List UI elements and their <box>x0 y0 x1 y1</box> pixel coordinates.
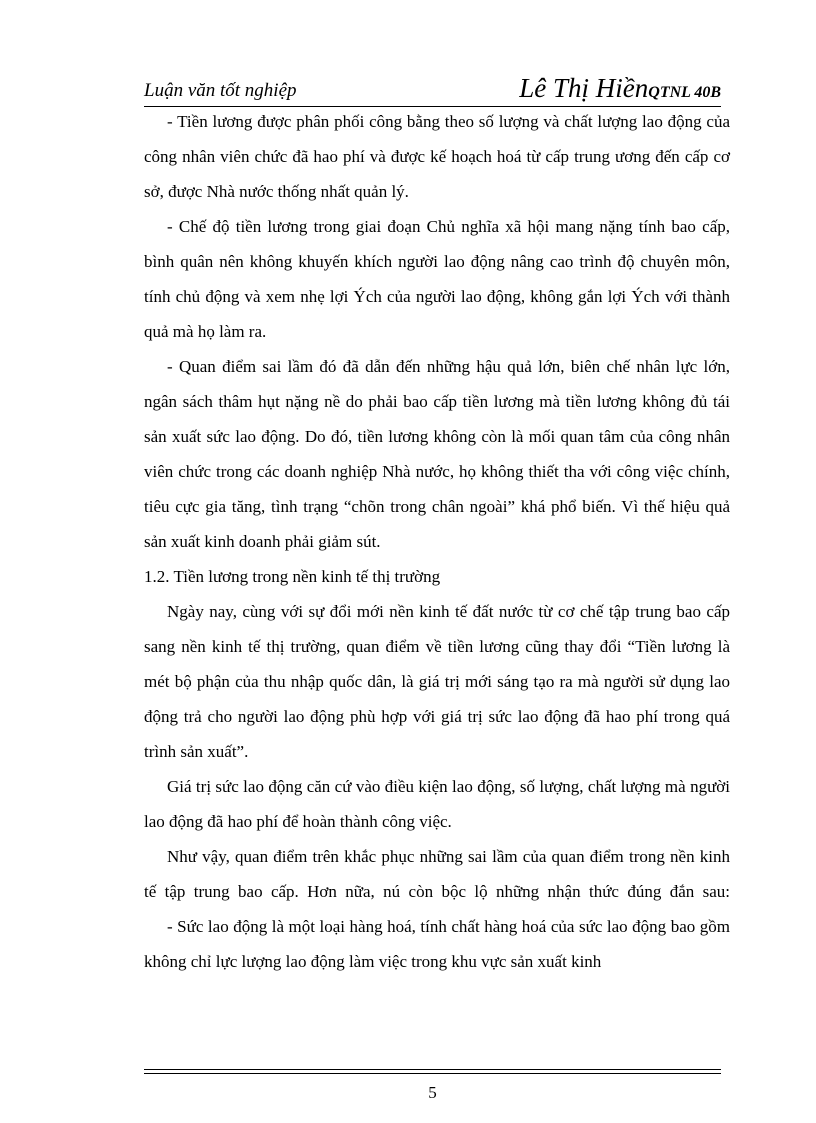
paragraph: - Chế độ tiền lương trong giai đoạn Chủ nghĩa xã hội mang nặng tính bao cấp, bình quân nên không khuyến khích người lao động nâng cao trình độ chuyên môn, tính chủ động và xem nhẹ lợi Ých của người lao động, không gắn lợi Ých với thành quả mà họ làm ra. <box>144 217 730 341</box>
paragraph: Giá trị sức lao động căn cứ vào điều kiện lao động, số lượng, chất lượng mà người lao động đã hao phí để hoàn thành công việc. <box>144 777 730 831</box>
paragraph: Ngày nay, cùng với sự đổi mới nền kinh tế đất nước từ cơ chế tập trung bao cấp sang nền kinh tế thị trường, quan điểm về tiền lương cũng thay đổi “Tiền lương là mét bộ phận của thu nhập quốc dân, là giá trị mới sáng tạo ra mà người sử dụng lao động trả cho người lao động phù hợp với giá trị sức lao động đã hao phí trong quá trình sản xuất”. <box>144 602 730 761</box>
header-author-name: Lê Thị Hiền <box>519 73 649 103</box>
footer-rule-top <box>144 1069 721 1070</box>
document-body <box>144 104 730 979</box>
header-class-code: QTNL 40B <box>648 84 721 101</box>
paragraph: - Quan điểm sai lầm đó đã dẫn đến những hậu quả lớn, biên chế nhân lực lớn, ngân sách thâm hụt nặng nề do phải bao cấp tiền lương mà tiền lương không đủ tái sản xuất sức lao động. Do đó, tiền lương không còn là mối quan tâm của công nhân viên chức trong các doanh nghiệp Nhà nước, họ không thiết tha với công việc chính, tiêu cực gia tăng, tình trạng “chõn trong chân ngoài” khá phổ biến. Vì thế hiệu quả sản xuất kinh doanh phải giảm sút. <box>144 357 730 551</box>
section-heading: 1.2. Tiền lương trong nền kinh tế thị trường <box>144 567 441 586</box>
paragraph: - Tiền lương được phân phối công bằng theo số lượng và chất lượng lao động của công nhân viên chức đã hao phí và được kế hoạch hoá từ cấp trung ương đến cấp cơ sở, được Nhà nước thống nhất quản lý. <box>144 112 730 201</box>
header-author <box>519 73 721 104</box>
page-header <box>144 70 721 104</box>
header-thesis-label: Luận văn tốt nghiệp <box>144 80 297 101</box>
paragraph: Như vậy, quan điểm trên khắc phục những sai lầm của quan điểm trong nền kinh tế tập trung bao cấp. Hơn nữa, nú còn bộc lộ những nhận thức đúng đắn sau: <box>144 847 730 901</box>
paragraph: - Sức lao động là một loại hàng hoá, tính chất hàng hoá của sức lao động bao gồm không chỉ lực lượng lao động làm việc trong khu vực sản xuất kinh <box>144 917 730 971</box>
page-number: 5 <box>428 1083 437 1102</box>
footer-rule-bottom <box>144 1073 721 1074</box>
